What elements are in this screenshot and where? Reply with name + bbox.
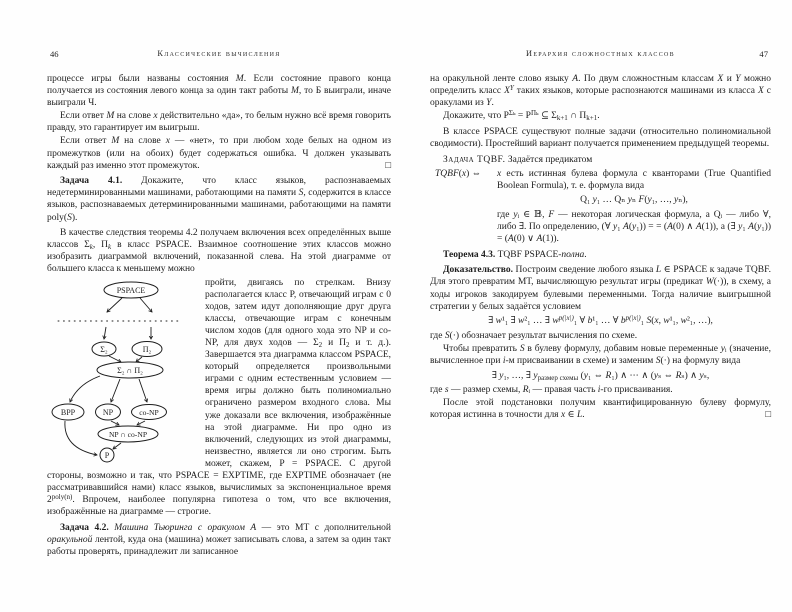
arrow-np-to-npcap (111, 421, 119, 425)
page-number-left: 46 (50, 49, 59, 59)
page-header-left (47, 49, 391, 60)
arrow-pi2-to-cap (136, 357, 142, 362)
qed-symbol: □ (765, 410, 771, 421)
page-right (430, 0, 771, 422)
tqbf-lhs: TQBF(x) ⇔ (435, 168, 482, 179)
page-body-left (47, 73, 391, 558)
arrow-cap-to-conp (139, 379, 147, 402)
paragraph: где S(·) обозначает результат вычисления по схеме. (430, 330, 638, 341)
paragraph-proof: Доказательство. Построим сведение любого языка L ∈ PSPACE к задаче TQBF. Для этого превратим МТ, вычисляющую результат игры (предикат W(·)), в схему, а ходы игроков закодируем булевыми переменными. Тогда наличие выигрышной стратегии у белых задаётся условием (430, 265, 771, 312)
running-header-right: Иерархия сложностных классов (526, 49, 675, 58)
page-number-right: 47 (759, 49, 768, 59)
node-label-np-cap-co-np: NP ∩ co-NP (108, 429, 148, 439)
arrow-cap-to-bpp (70, 376, 100, 402)
arrow-cap-to-np (111, 379, 120, 402)
paragraph-problem-4-2: Задача 4.2. Машина Тьюринга с оракулом A — это МТ с дополнительной оракульной лентой, куда она (машина) может записывать слова, а затем за один такт работы проверять, принадлежит ли записанное (47, 522, 392, 558)
formula-strategy: ∃ w¹₁ ∃ w²₁ … ∃ $w^{p(|x|)}_1$ ∀ b¹₁ … ∀ $b^{p(|x|)}_1$ S(x, w¹₁, w²₁, …), (488, 314, 713, 327)
page-left (47, 0, 391, 559)
tqbf-text: где yᵢ ∈ 𝔹, F — некоторая логическая формула, а Qᵢ — либо ∀, либо ∃. По определению, (∀ y₁ A(y₁)) = = (A(0) ∧ A(1)), а (∃ y₁ A(y₁)) = (A(0) ∨ A(1)). (497, 209, 771, 245)
paragraph: Докажите, что $P^{\Sigma_k} = P^{\Pi_k}$ ⊆ $\Sigma_{k+1}$ ∩ $\Pi_{k+1}$. (443, 109, 600, 123)
node-label-sigma2: Σ₂ (100, 344, 108, 354)
paragraph-problem-4-1: Задача 4.1. Докажите, что класс языков, распознаваемых недетерминированными машинами, работающими на памяти S, содержится в классе языков, распознаваемых детерминированными машинами, работающими на памяти poly(S). (47, 176, 391, 223)
paragraph-theorem-4-3: Теорема 4.3. TQBF PSPACE-полна. (443, 249, 587, 260)
node-label-pi2: Π₂ (142, 344, 152, 354)
inclusion-diagram (50, 279, 190, 466)
node-label-bpp: BPP (60, 407, 76, 417)
page-header-right (430, 49, 771, 60)
paragraph: пройти, двигаясь по стрелкам. Внизу располагается класс P, отвечающий играм с 0 ходов, затем идут дополняющие друг друга классы, отвечающие играм с конечным числом ходов (для одного хода это NP и co-NP, для двух ходов — $\Sigma_2$ и $\Pi_2$ и т. д.). Завершается эта диаграмма классом PSPACE, который определяется произвольными играми с одним естественным условием — время игры должно быть полиномиально ограничено размером входного слова. Мы уже доказали все включения, изображённые на этой диаграмме. Ни про одно из включений, следующих из этой диаграммы, неизвестно, является ли оно строгим. Быть может, скажем, P = PSPACE. С другой стороны, возможно и так, что PSPACE = EXPTIME, где EXPTIME обозначает (не рассматривавшийся нами) класс языков, вычислимых за экспоненциальное время $2^{poly(n)}$. Впрочем, наиболее популярна гипотеза о том, что все включения, изображённые на диаграмме — строгие. (47, 277, 391, 518)
paragraph: В качестве следствия теоремы 4.2 получаем включения всех определённых выше классов $\Sigma_k$, $\Pi_k$ в класс PSPACE. Взаимное соотношение этих классов можно изобразить диаграммой включений, показанной слева. На этой диаграмме от большего класса к меньшему можно (47, 228, 391, 275)
arrow-bpp-to-p (65, 421, 97, 455)
qed-symbol: □ (385, 160, 391, 171)
node-label-np: NP (102, 407, 114, 417)
arrow-to-sigma2 (104, 327, 106, 339)
running-header-left: Классические вычисления (157, 49, 281, 58)
arrow-pspace-left (107, 298, 122, 312)
tqbf-definition (435, 168, 771, 246)
arrow-pspace-right (140, 298, 152, 312)
formula-qbf: Q₁ y₁ … Qₙ yₙ F(y₁, …, yₙ), (580, 195, 688, 206)
arrow-conp-to-npcap (137, 421, 145, 425)
paragraph: процессе игры были названы состояния M. Если состояние правого конца получается из состояния левого конца за один такт работы M, то Б выиграли, иначе выиграли Ч. (47, 74, 391, 109)
node-label-pspace: PSPACE (116, 285, 146, 295)
node-label-p: P (104, 450, 110, 460)
paragraph-with-diagram (47, 277, 391, 519)
paragraph: Чтобы превратить S в булеву формулу, добавим новые переменные yᵢ (значение, вычисленное при i-м присваивании в схеме) и заменим S(·) на формулу вида (430, 343, 771, 366)
paragraph: на оракульной ленте слово языку A. По двум сложностным классам X и Y можно определить класс $X^Y$ таких языков, которые распознаются машинами из класса X с оракулами из Y. (430, 74, 771, 109)
tqbf-rhs (497, 168, 771, 246)
page-body-right (430, 73, 771, 421)
node-label-co-np: co-NP (139, 407, 159, 417)
formula-circuit: ∃ y₁, …, ∃ $y_{размер схемы}$ (y₁ ⇔ R₁) ∧ ⋯ ∧ (yₛ ⇔ Rₛ) ∧ yₛ, (491, 370, 710, 382)
paragraph: Если ответ M на слове x — «нет», то при любом ходе белых на одном из промежутков (или на обоих) будет содержаться ошибка. Ч должен указывать каждый раз именно этот промежуток. □ (47, 136, 391, 171)
tqbf-text: x есть истинная булева формула с кванторами (True Quantified Boolean Formula), т. е. формула вида (497, 168, 771, 191)
arrow-sigma2-to-cap (109, 356, 121, 362)
paragraph-problem-tqbf: Задача TQBF. Задаётся предикатом (443, 154, 593, 165)
arrow-npcap-to-p (113, 443, 121, 449)
paragraph: После этой подстановки получим квантифицированную булеву формулу, которая истинна в точности для x ∈ L. □ (430, 398, 771, 421)
node-label-sigma2-cap-pi2: Σ₂ ∩ Π₂ (117, 365, 143, 375)
paragraph: где s — размер схемы, Rᵢ — правая часть i-го присваивания. (430, 385, 673, 396)
paragraph: Если ответ M на слове x действительно «да», то белым нужно всё время говорить правду, это гарантирует им выигрыш. (47, 111, 392, 134)
paragraph: В классе PSPACE существуют полные задачи (относительно полиномиальной сводимости). Простейший вариант получается применением предыдущей теоремы. (430, 126, 771, 149)
